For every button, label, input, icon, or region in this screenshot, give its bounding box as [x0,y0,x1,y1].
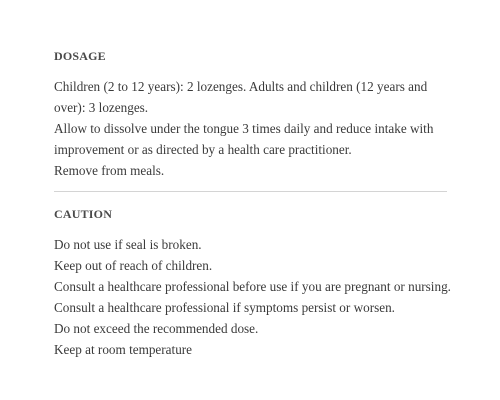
caution-item: Do not exceed the recommended dose. [54,321,259,336]
caution-list [54,234,451,360]
dosage-text [54,76,450,181]
dosage-paragraph: Allow to dissolve under the tongue 3 times daily and reduce intake with improvement or as directed by a health care practitioner. [54,121,434,157]
caution-item: Keep out of reach of children. [54,258,213,273]
caution-item: Consult a healthcare professional if symptoms persist or worsen. [54,300,395,315]
section-divider [54,191,447,192]
caution-item: Do not use if seal is broken. [54,237,202,252]
caution-item: Keep at room temperature [54,342,193,357]
caution-item: Consult a healthcare professional before use if you are pregnant or nursing. [54,279,451,294]
dosage-paragraph: Remove from meals. [54,163,165,178]
dosage-paragraph: Children (2 to 12 years): 2 lozenges. Adults and children (12 years and over): 3 lozenges. [54,79,428,115]
dosage-heading: DOSAGE [54,49,106,63]
caution-heading: CAUTION [54,207,113,221]
